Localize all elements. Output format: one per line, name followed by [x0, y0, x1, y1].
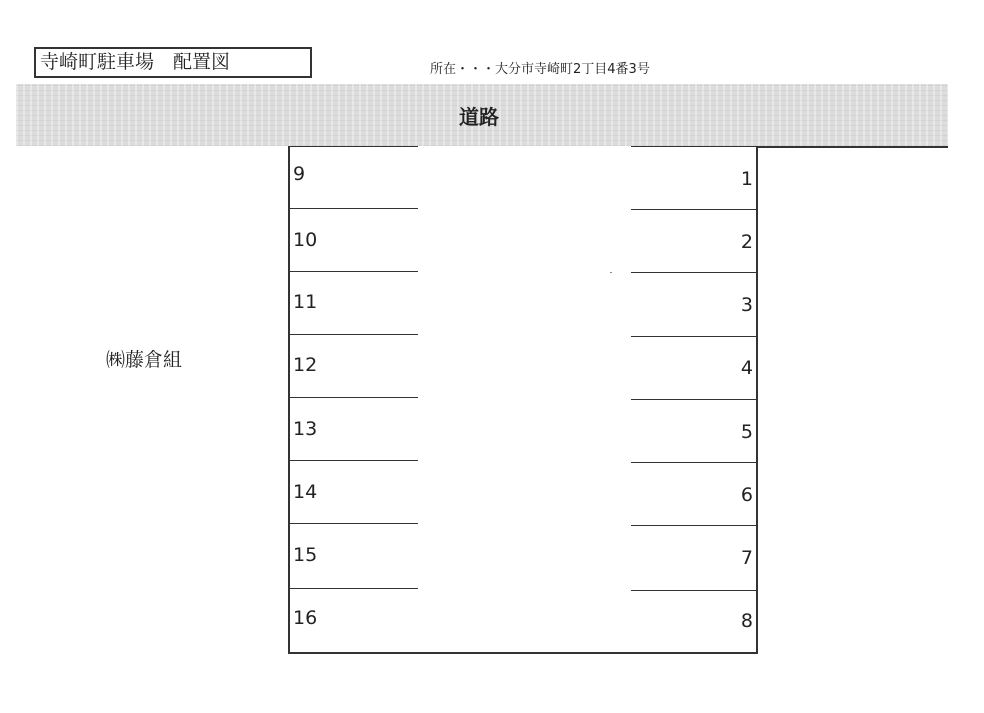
space-number: 15	[293, 544, 318, 566]
right-divider	[631, 146, 757, 147]
map-title: 寺崎町駐車場 配置図	[34, 47, 312, 78]
left-divider	[290, 208, 418, 209]
space-number: 2	[740, 231, 753, 253]
right-divider	[631, 525, 757, 526]
left-divider	[290, 271, 418, 272]
left-divider	[290, 523, 418, 524]
left-divider	[290, 334, 418, 335]
stray-mark	[610, 272, 612, 273]
space-number: 7	[740, 547, 753, 569]
left-divider	[290, 588, 418, 589]
space-number: 3	[740, 294, 753, 316]
right-divider	[631, 462, 757, 463]
right-divider	[631, 590, 757, 591]
road-edge-line	[758, 146, 948, 148]
left-divider	[290, 146, 418, 147]
space-number: 5	[740, 421, 753, 443]
space-number: 13	[293, 418, 318, 440]
space-number: 16	[293, 607, 318, 629]
parking-lot-outline	[288, 146, 758, 654]
right-divider	[631, 209, 757, 210]
left-divider	[290, 397, 418, 398]
right-divider	[631, 336, 757, 337]
left-divider	[290, 460, 418, 461]
space-number: 1	[740, 168, 753, 190]
right-divider	[631, 272, 757, 273]
space-number: 14	[293, 481, 318, 503]
neighbor-company-label: ㈱藤倉組	[106, 349, 183, 371]
space-number: 10	[293, 229, 318, 251]
space-number: 11	[293, 291, 318, 313]
road-label: 道路	[459, 105, 499, 129]
space-number: 12	[293, 354, 318, 376]
space-number: 8	[740, 610, 753, 632]
space-number: 6	[740, 484, 753, 506]
space-number: 9	[293, 163, 306, 185]
right-divider	[631, 399, 757, 400]
space-number: 4	[740, 357, 753, 379]
address-label: 所在・・・大分市寺崎町2丁目4番3号	[430, 62, 650, 77]
